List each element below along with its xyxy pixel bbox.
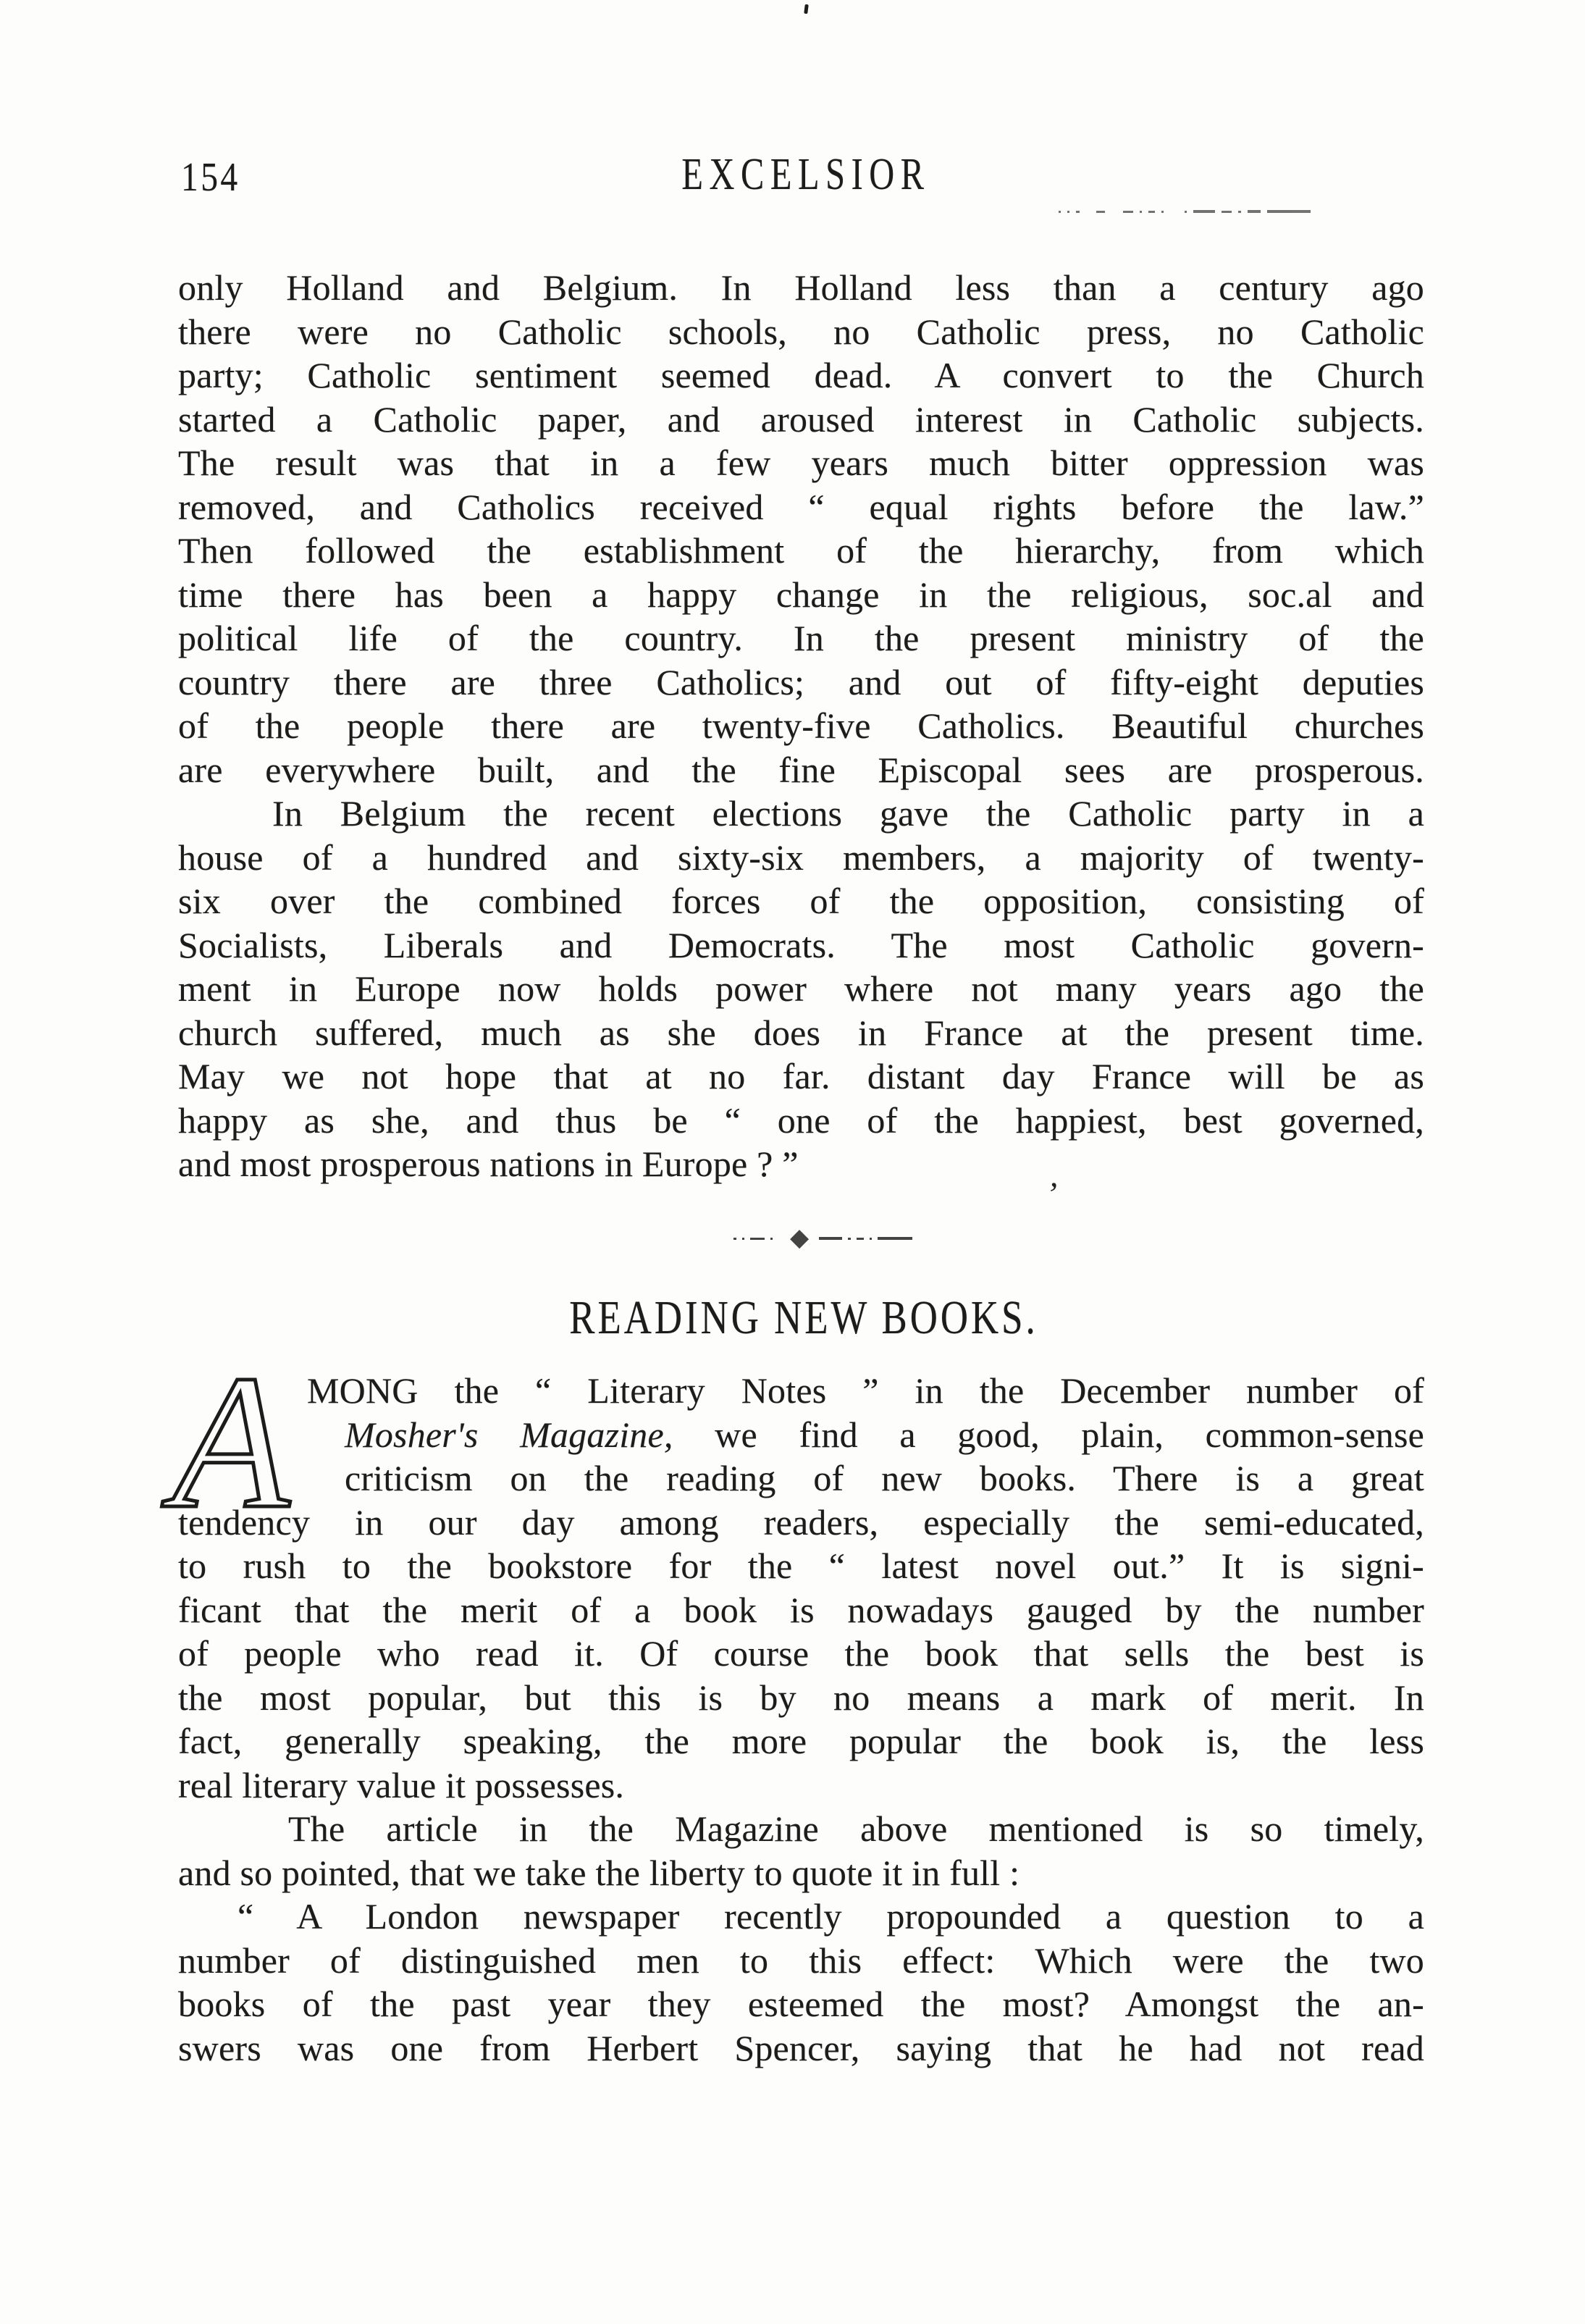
page-number: 154 <box>181 155 240 200</box>
text-line <box>178 1456 1424 1501</box>
text-segment: and so pointed, that we take the liberty to quote it in full : <box>178 1852 1020 1893</box>
text-segment: are everywhere built, and the fine Episcopal sees are prosperous. <box>178 749 1424 790</box>
text-line <box>178 1763 1424 1808</box>
text-line <box>178 1632 1424 1676</box>
text-segment: ficant that the merit of a book is nowadays gauged by the number <box>178 1589 1424 1630</box>
text-line <box>178 266 1424 310</box>
text-segment: May we not hope that at no far. distant day France will be as <box>178 1056 1424 1096</box>
text-line <box>178 441 1424 485</box>
text-segment: the most popular, but this is by no means a mark of merit. In <box>178 1677 1424 1718</box>
text-segment: time there has been a happy change in the religious, soc.al and <box>178 574 1424 615</box>
text-line <box>178 398 1424 442</box>
text-line <box>178 2026 1424 2071</box>
text-line <box>178 353 1424 398</box>
text-segment: we find a good, plain, common-sense <box>673 1414 1425 1455</box>
text-line <box>178 1099 1424 1143</box>
diamond-ornament: ◆ <box>790 1225 810 1251</box>
text-segment: to rush to the bookstore for the “ latest novel out.” It is signi- <box>178 1545 1424 1586</box>
text-segment: of the people there are twenty-five Catholics. Beautiful churches <box>178 705 1424 746</box>
text-line <box>178 1142 1424 1186</box>
text-line <box>178 1851 1424 1895</box>
text-segment: The result was that in a few years much bitter oppression was <box>178 442 1424 483</box>
text-segment: In Belgium the recent elections gave the Catholic party in a <box>272 793 1424 834</box>
text-segment: number of distinguished men to this effect: Which were the two <box>178 1939 1424 1981</box>
text-line <box>178 1676 1424 1720</box>
text-line <box>178 1807 1424 1851</box>
article-reading-new-books <box>178 1369 1424 2070</box>
text-segment: started a Catholic paper, and aroused interest in Catholic subjects. <box>178 398 1424 440</box>
text-segment: swers was one from Herbert Spencer, saying that he had not read <box>178 2027 1424 2068</box>
text-line <box>178 1011 1424 1055</box>
text-segment: books of the past year they esteemed the most? Amongst the an- <box>178 1984 1424 2024</box>
text-segment: The article in the Magazine above mentioned is so timely, <box>288 1808 1424 1849</box>
text-line <box>178 923 1424 968</box>
text-segment: fact, generally speaking, the more popular the book is, the less <box>178 1721 1424 1761</box>
text-line <box>178 1054 1424 1099</box>
header-rule <box>1059 209 1424 214</box>
text-line <box>178 616 1424 660</box>
text-segment: removed, and Catholics received “ equal rights before the law.” <box>178 486 1424 527</box>
text-segment: church suffered, much as she does in France at the present time. <box>178 1012 1424 1053</box>
text-segment: there were no Catholic schools, no Catholic press, no Catholic <box>178 311 1424 352</box>
section-title: READING NEW BOOKS. <box>568 1291 1038 1344</box>
text-line <box>178 836 1424 880</box>
text-segment: real literary value it possesses. <box>178 1764 625 1805</box>
text-segment: and most prosperous nations in Europe ? ” <box>178 1144 799 1184</box>
text-segment: party; Catholic sentiment seemed dead. A convert to the Church <box>178 355 1424 395</box>
stray-ink-mark: ’ <box>1046 1175 1061 1213</box>
text-segment: ment in Europe now holds power where not many years ago the <box>178 968 1424 1009</box>
section-divider <box>733 1227 945 1250</box>
text-line <box>178 529 1424 573</box>
text-segment: MONG the “ Literary Notes ” in the December number of <box>307 1370 1424 1411</box>
text-line <box>178 1895 1424 1939</box>
text-line <box>178 748 1424 792</box>
text-line <box>178 1939 1424 1983</box>
text-segment: only Holland and Belgium. In Holland less than a century ago <box>178 267 1424 308</box>
text-segment: six over the combined forces of the opposition, consisting of <box>178 881 1424 921</box>
text-segment: of people who read it. Of course the book that sells the best is <box>178 1633 1424 1674</box>
text-segment: happy as she, and thus be “ one of the happiest, best governed, <box>178 1099 1424 1141</box>
scan-speck <box>804 4 809 14</box>
text-line <box>178 1719 1424 1763</box>
text-segment: criticism on the reading of new books. There is a great <box>345 1458 1424 1498</box>
text-segment: country there are three Catholics; and out of fifty-eight deputies <box>178 661 1424 702</box>
text-segment: Socialists, Liberals and Democrats. The most Catholic govern- <box>178 924 1424 965</box>
text-line <box>178 485 1424 529</box>
text-line <box>178 704 1424 748</box>
text-segment: “ A London newspaper recently propounded a question to a <box>237 1896 1424 1937</box>
text-line <box>178 1588 1424 1632</box>
journal-title: EXCELSIOR <box>681 150 930 199</box>
italic-text-segment: Mosher's Magazine, <box>345 1414 673 1455</box>
text-line <box>178 879 1424 923</box>
text-line <box>178 1369 1424 1413</box>
drop-cap-glyph: A <box>172 1336 290 1548</box>
text-line <box>178 1413 1424 1457</box>
text-segment: Then followed the establishment of the hierarchy, from which <box>178 530 1424 571</box>
article-holland-belgium <box>178 266 1424 1186</box>
text-line <box>178 1501 1424 1545</box>
text-line <box>178 660 1424 705</box>
text-line <box>178 573 1424 617</box>
text-line <box>178 1982 1424 2026</box>
text-line <box>178 967 1424 1011</box>
text-line <box>178 310 1424 354</box>
text-line <box>178 1544 1424 1588</box>
text-segment: tendency in our day among readers, especially the semi-educated, <box>178 1501 1424 1543</box>
text-segment: political life of the country. In the present ministry of the <box>178 618 1424 658</box>
text-line <box>178 792 1424 836</box>
text-segment: house of a hundred and sixty-six members, a majority of twenty- <box>178 836 1424 878</box>
